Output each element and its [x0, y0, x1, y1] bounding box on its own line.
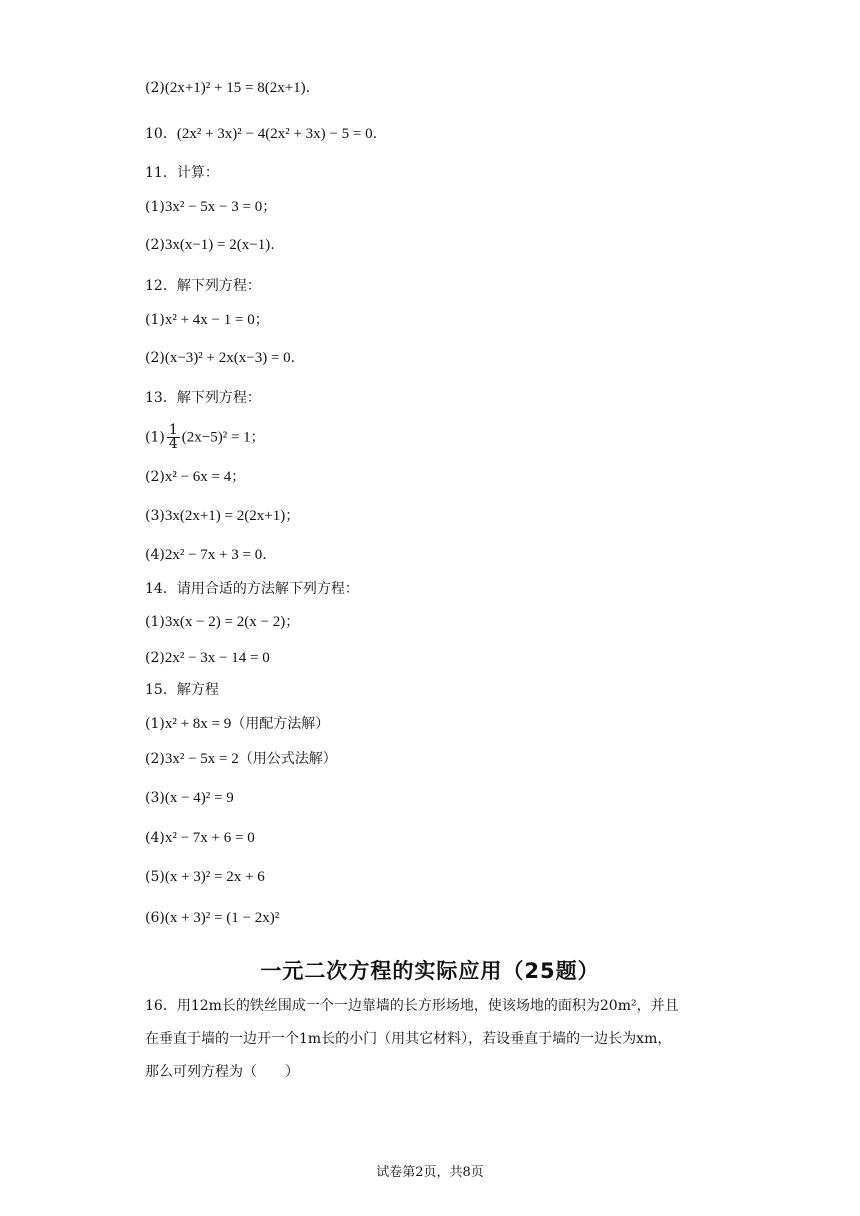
- equation: (2x+1)² + 15 = 8(2x+1): [164, 80, 306, 96]
- q16-line3: 那么可列方程为（ ）: [145, 1064, 299, 1080]
- section-heading: 一元二次方程的实际应用（25题）: [260, 959, 600, 983]
- q13-part2: (2)x² − 6x = 4；: [145, 469, 246, 485]
- q16-line2: 在垂直于墙的一边开一个1m长的小门（用其它材料），若设垂直于墙的一边长为xm，: [145, 1031, 672, 1047]
- q13-part4: (4)2x² − 7x + 3 = 0.: [145, 547, 267, 563]
- q11-title: 11．计算：: [145, 165, 219, 181]
- q11-part2: (2)3x(x−1) = 2(x−1).: [145, 237, 275, 253]
- equation: (x + 3)² = (1 − 2x)²: [164, 910, 280, 926]
- equation: 3x(2x+1) = 2(2x+1): [164, 508, 286, 524]
- equation: (x−3)² + 2x(x−3) = 0: [164, 350, 291, 366]
- fraction: $\frac{1}{4}$: [168, 422, 178, 452]
- equation: (x − 4)² = 9: [164, 790, 234, 806]
- page-footer: 试卷第2页，共8页: [376, 1165, 484, 1180]
- q11-part1: (1)3x² − 5x − 3 = 0；: [145, 199, 277, 215]
- q13-part1: (1) $\frac{1}{4}$ (2x−5)² = 1；: [145, 422, 265, 452]
- q14-part2: (2)2x² − 3x − 14 = 0: [145, 650, 270, 666]
- q12-part2: (2)(x−3)² + 2x(x−3) = 0.: [145, 350, 296, 366]
- equation: 3x² − 5x = 2: [164, 751, 239, 767]
- equation: 2x² − 7x + 3 = 0: [164, 547, 263, 563]
- q13-title: 13．解下列方程：: [145, 390, 261, 406]
- q15-part4: (4)x² − 7x + 6 = 0: [145, 830, 255, 846]
- q15-part3: (3)(x − 4)² = 9: [145, 790, 234, 806]
- q14-title: 14．请用合适的方法解下列方程：: [145, 581, 359, 597]
- q15-part1: (1)x² + 8x = 9（用配方法解）: [145, 716, 330, 732]
- equation: 3x(x−1) = 2(x−1): [164, 237, 271, 253]
- q13-part3: (3)3x(2x+1) = 2(2x+1)；: [145, 508, 300, 524]
- equation: (2x² + 3x)² − 4(2x² + 3x) − 5 = 0: [176, 126, 373, 142]
- q15-part2: (2)3x² − 5x = 2（用公式法解）: [145, 751, 337, 767]
- equation: (x + 3)² = 2x + 6: [164, 869, 265, 885]
- equation: x² + 8x = 9: [164, 716, 232, 732]
- q14-part1: (1)3x(x − 2) = 2(x − 2)；: [145, 614, 300, 630]
- q15-title: 15．解方程: [145, 682, 219, 698]
- equation: x² − 6x = 4: [164, 469, 232, 485]
- equation: 2x² − 3x − 14 = 0: [164, 650, 270, 666]
- q10: 10．(2x² + 3x)² − 4(2x² + 3x) − 5 = 0.: [145, 126, 378, 142]
- q16-line1: 16．用12m长的铁丝围成一个一边靠墙的长方形场地，使该场地的面积为20m²，并且: [145, 998, 679, 1014]
- equation: 3x² − 5x − 3 = 0: [164, 199, 263, 215]
- q12-part1: (1)x² + 4x − 1 = 0；: [145, 312, 269, 328]
- q12-title: 12．解下列方程：: [145, 278, 261, 294]
- q9-part2: (2)(2x+1)² + 15 = 8(2x+1).: [145, 80, 311, 96]
- equation: x² − 7x + 6 = 0: [164, 830, 255, 846]
- q15-part6: (6)(x + 3)² = (1 − 2x)²: [145, 910, 280, 926]
- equation: 3x(x − 2) = 2(x − 2): [164, 614, 286, 630]
- equation: (2x−5)² = 1: [181, 429, 251, 446]
- q15-part5: (5)(x + 3)² = 2x + 6: [145, 869, 265, 885]
- equation: x² + 4x − 1 = 0: [164, 312, 255, 328]
